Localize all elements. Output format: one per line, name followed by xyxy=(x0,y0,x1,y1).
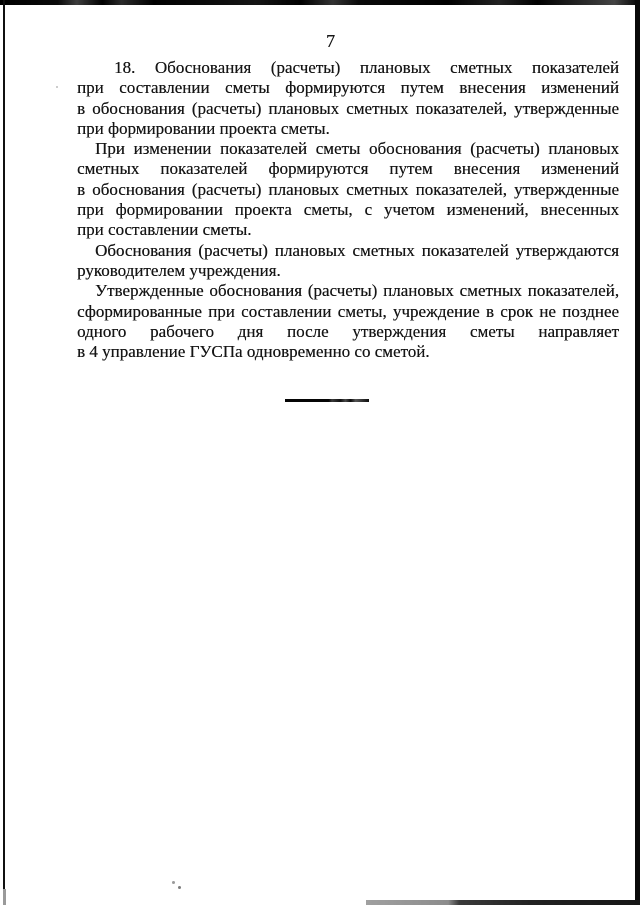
text-line: при составлении сметы. xyxy=(77,220,252,240)
paragraph-approval xyxy=(77,241,619,282)
text-line: При изменении показателей сметы обоснования (расчеты) плановых xyxy=(95,139,619,159)
scan-edge-left xyxy=(3,0,5,889)
text-line: сметных показателей формируются путем внесения изменений xyxy=(77,159,619,179)
text-line: 18. Обоснования (расчеты) плановых сметных показателей xyxy=(114,58,619,77)
text-line: сформированные при составлении сметы, учреждение в срок не позднее xyxy=(77,301,619,321)
text-line: Утвержденные обоснования (расчеты) плановых сметных показателей, xyxy=(95,281,619,301)
scan-edge-top xyxy=(0,0,640,5)
text-line: руководителем учреждения. xyxy=(77,260,281,280)
text-line: при формировании проекта сметы. xyxy=(77,118,330,138)
text-line: одного рабочего дня после утверждения сметы направляет xyxy=(77,321,619,341)
paragraph-change xyxy=(77,139,619,240)
scan-speck xyxy=(56,86,58,88)
end-of-text-divider xyxy=(285,399,369,402)
scan-edge-left-tail xyxy=(3,889,6,905)
paragraph-submission xyxy=(77,281,619,362)
page-number: 7 xyxy=(326,31,335,51)
scan-edge-right xyxy=(635,0,640,905)
document-body xyxy=(77,58,619,362)
paragraph-18 xyxy=(77,58,619,139)
text-line: Обоснования (расчеты) плановых сметных показателей утверждаются xyxy=(95,240,619,260)
text-line: в обоснования (расчеты) плановых сметных показателей, утвержденные xyxy=(77,179,619,199)
scan-speck xyxy=(172,881,175,884)
text-line: при формировании проекта сметы, с учетом изменений, внесенных xyxy=(77,200,619,220)
text-line: в 4 управление ГУСПа одновременно со сметой. xyxy=(77,342,430,362)
text-line: в обоснования (расчеты) плановых сметных показателей, утвержденные xyxy=(77,98,619,118)
scan-speck xyxy=(178,886,181,889)
text-line: при составлении сметы формируются путем внесения изменений xyxy=(77,78,619,98)
scan-edge-bottom xyxy=(366,900,640,905)
